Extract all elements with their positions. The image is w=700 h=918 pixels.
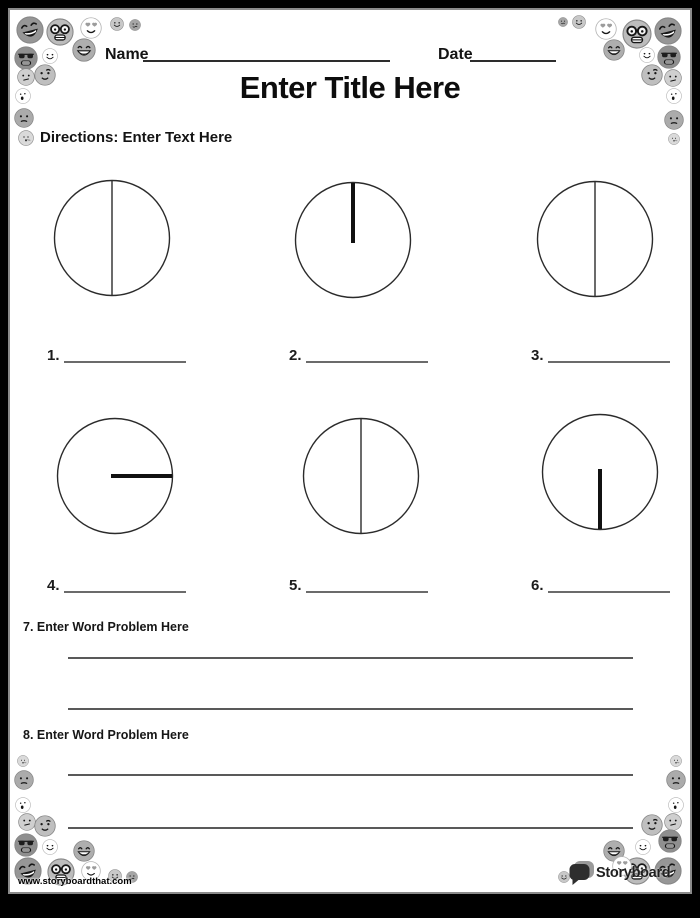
sunglasses-emoji-icon bbox=[658, 829, 682, 853]
fraction-circle-1 bbox=[52, 178, 172, 298]
answer-row-6 bbox=[531, 578, 670, 593]
heartkiss-emoji-icon bbox=[80, 17, 102, 39]
fraction-circle-5 bbox=[301, 416, 421, 536]
nerd-emoji-icon bbox=[46, 18, 74, 46]
sunglasses-emoji-icon bbox=[14, 833, 38, 857]
answer-row-4 bbox=[47, 578, 186, 593]
answer-row-2 bbox=[289, 348, 428, 363]
storyboard-logo bbox=[568, 858, 678, 892]
nerd-emoji-icon bbox=[622, 19, 652, 49]
brand-name: Storyboard bbox=[596, 865, 671, 881]
answer-row-5 bbox=[289, 578, 428, 593]
answer-blank-line bbox=[64, 349, 186, 363]
unamused-emoji-icon bbox=[14, 770, 34, 790]
shock-emoji-icon bbox=[15, 797, 31, 813]
answer-blank-line bbox=[306, 349, 428, 363]
laugh-emoji-icon bbox=[16, 16, 44, 44]
answer-number: 1. bbox=[47, 347, 60, 364]
word-problem-8-label[interactable]: 8. Enter Word Problem Here bbox=[23, 728, 189, 742]
speech-bubbles-icon bbox=[568, 860, 595, 886]
grin-emoji-icon bbox=[73, 840, 95, 862]
writing-line bbox=[68, 657, 633, 659]
answer-row-1 bbox=[47, 348, 186, 363]
answer-number: 6. bbox=[531, 577, 544, 594]
worksheet-title[interactable]: Enter Title Here bbox=[239, 70, 461, 105]
writing-line bbox=[68, 827, 633, 829]
whisper-emoji-icon bbox=[17, 755, 29, 767]
smilewhite-emoji-icon bbox=[639, 47, 655, 63]
grin-emoji-icon bbox=[72, 38, 96, 62]
answer-blank-line bbox=[548, 349, 670, 363]
awkward-emoji-icon bbox=[558, 17, 568, 27]
smilewhite-emoji-icon bbox=[635, 839, 651, 855]
smilewhite-emoji-icon bbox=[42, 48, 58, 64]
fraction-circle-2 bbox=[293, 180, 413, 300]
heartkiss-emoji-icon bbox=[595, 18, 617, 40]
whisper-emoji-icon bbox=[18, 130, 34, 146]
smile-emoji-icon bbox=[110, 17, 124, 31]
date-label: Date bbox=[438, 46, 473, 63]
smilewhite-emoji-icon bbox=[42, 839, 58, 855]
answer-number: 3. bbox=[531, 347, 544, 364]
answer-number: 2. bbox=[289, 347, 302, 364]
awkward-emoji-icon bbox=[129, 19, 141, 31]
whisper-emoji-icon bbox=[670, 755, 682, 767]
website-url: www.storyboardthat.com bbox=[18, 876, 132, 887]
answer-blank-line bbox=[548, 579, 670, 593]
writing-line bbox=[68, 708, 633, 710]
unamused-emoji-icon bbox=[666, 770, 686, 790]
fraction-circle-3 bbox=[535, 179, 655, 299]
unamused-emoji-icon bbox=[664, 110, 684, 130]
writing-line bbox=[68, 774, 633, 776]
fraction-circle-6 bbox=[540, 412, 660, 532]
name-label: Name bbox=[105, 46, 149, 63]
laugh-emoji-icon bbox=[654, 17, 682, 45]
name-blank-line bbox=[143, 60, 390, 62]
word-problem-7-label[interactable]: 7. Enter Word Problem Here bbox=[23, 620, 189, 634]
answer-blank-line bbox=[306, 579, 428, 593]
grin-emoji-icon bbox=[603, 39, 625, 61]
answer-number: 5. bbox=[289, 577, 302, 594]
date-blank-line bbox=[470, 60, 556, 62]
answer-number: 4. bbox=[47, 577, 60, 594]
shock-emoji-icon bbox=[668, 797, 684, 813]
smile-emoji-icon bbox=[572, 15, 586, 29]
unamused-emoji-icon bbox=[14, 108, 34, 128]
directions-text[interactable]: Directions: Enter Text Here bbox=[40, 129, 233, 146]
fraction-circle-4 bbox=[55, 416, 175, 536]
answer-row-3 bbox=[531, 348, 670, 363]
answer-blank-line bbox=[64, 579, 186, 593]
whisper-emoji-icon bbox=[668, 133, 680, 145]
